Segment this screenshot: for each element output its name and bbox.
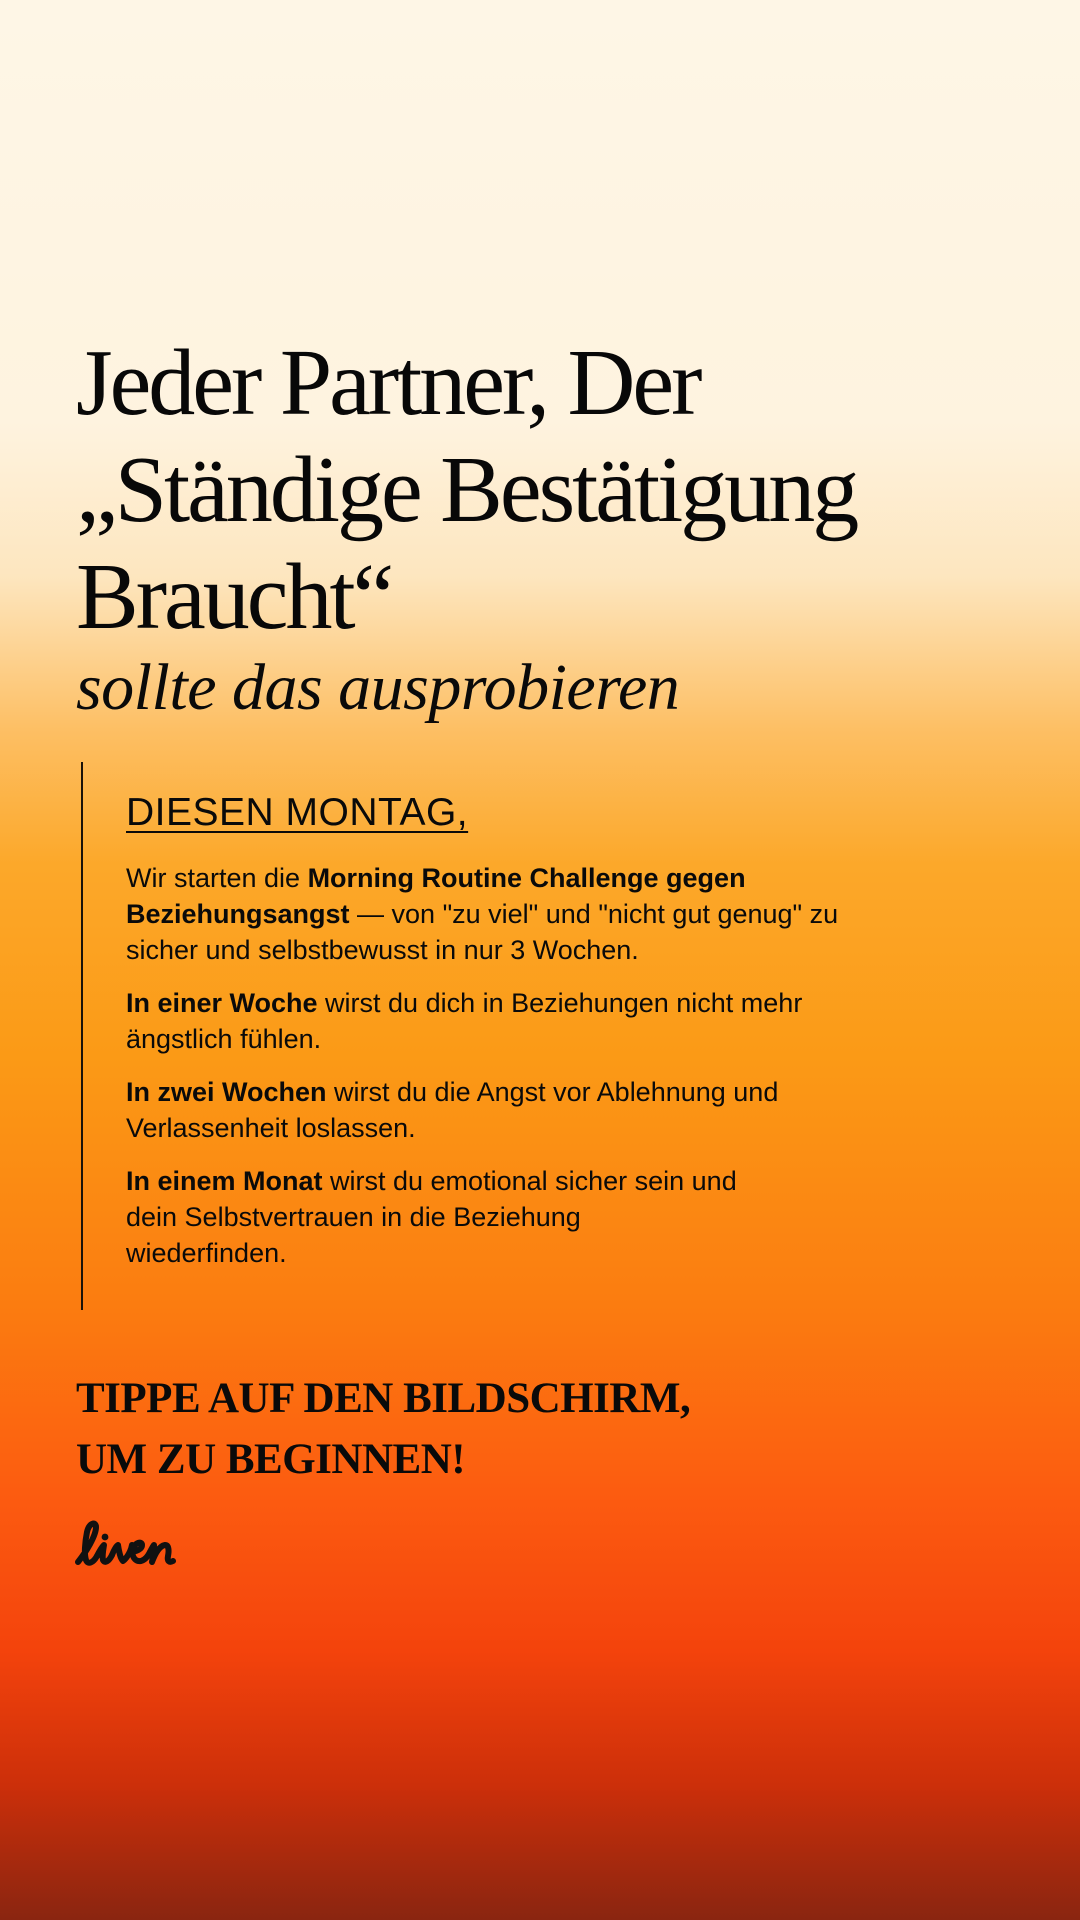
headline-line-3: Braucht“ xyxy=(76,545,392,649)
headline xyxy=(76,330,1036,651)
milestone-week-2-text: wirst du die Angst vor Ablehnung und Verlassenheit loslassen. xyxy=(126,1077,779,1143)
challenge-intro-pre: Wir starten die xyxy=(126,863,308,893)
liven-logo xyxy=(74,1518,200,1578)
milestone-week-2 xyxy=(126,1074,916,1146)
milestone-week-1-text: wirst du dich in Beziehungen nicht mehr ängstlich fühlen. xyxy=(126,988,803,1054)
challenge-name: Morning Routine Challenge gegen Beziehungsangst xyxy=(126,863,746,929)
challenge-intro-post: — von "zu viel" und "nicht gut genug" zu sicher und selbstbewusst in nur 3 Wochen. xyxy=(126,899,839,965)
quote-rule xyxy=(81,762,83,1310)
announcement-kicker: DIESEN MONTAG, xyxy=(126,791,469,834)
headline-line-1: Jeder Partner, Der xyxy=(76,331,700,435)
challenge-intro xyxy=(126,860,906,968)
announcement-block xyxy=(126,790,916,1288)
cta-line-2: UM ZU BEGINNEN! xyxy=(76,1436,466,1483)
milestone-week-1 xyxy=(126,985,916,1057)
milestone-week-2-label: In zwei Wochen xyxy=(126,1077,327,1107)
tap-to-begin-cta[interactable] xyxy=(76,1368,690,1490)
milestone-week-1-label: In einer Woche xyxy=(126,988,318,1018)
milestone-month xyxy=(126,1163,746,1271)
milestone-month-label: In einem Monat xyxy=(126,1166,323,1196)
cta-line-1: TIPPE AUF DEN BILDSCHIRM, xyxy=(76,1375,691,1422)
headline-subline: sollte das ausprobieren xyxy=(76,651,680,724)
milestone-month-text: wirst du emotional sicher sein und dein Selbstvertrauen in die Beziehung wiederfinden. xyxy=(126,1166,737,1268)
headline-line-2: „Ständige Bestätigung xyxy=(76,438,857,542)
